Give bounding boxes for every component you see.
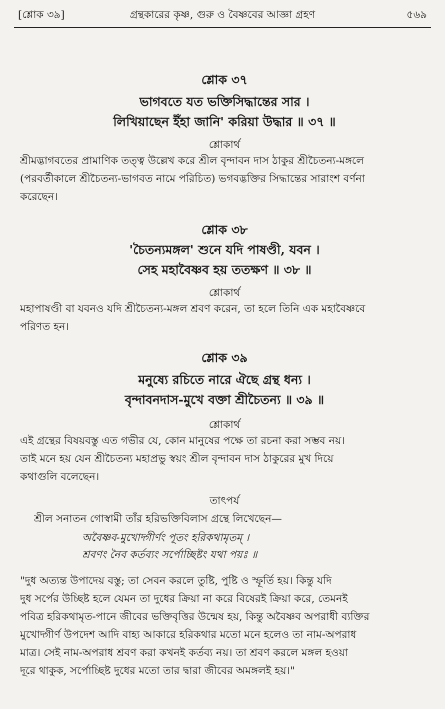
verse-38-translation-label: শ্লোকার্থ	[208, 287, 241, 299]
verse-39-translation-label: শ্লোকার্থ	[208, 419, 241, 431]
translation-line: পরিণত হন।	[20, 321, 70, 333]
sanskrit-quote	[82, 530, 429, 564]
purport-quote	[20, 572, 429, 680]
quote-line: মাত্র। সেই নাম-অপরাধ শ্রবণ করা কখনই কর্তব্য নয়। তা শ্রবণ করলে মঙ্গল হওয়া	[20, 647, 348, 659]
verse-37-translation	[20, 152, 429, 206]
header-page-number: ৫৬৯	[406, 9, 427, 21]
quote-line: দূরে থাকুক, সর্পোচ্ছিষ্ট দুধের মতো তার দ্বারা জীবের অমঙ্গলই হয়।"	[20, 665, 295, 677]
verse-38-line-2: সেহ মহাবৈষ্ণব হয় ততক্ষণ ॥ ৩৮ ॥	[137, 262, 312, 277]
verse-37-line-2: লিখিয়াছেন ইঁহা জানি' করিয়া উদ্ধার ॥ ৩৭ ॥	[113, 114, 336, 129]
translation-line: তাই মনে হয় যেন শ্রীচৈতন্য মহাপ্রভু স্বয়ং শ্রীল বৃন্দাবন দাস ঠাকুরের মুখ দিয়ে	[20, 453, 334, 465]
verse-39-heading: শ্লোক ৩৯	[201, 350, 248, 365]
verse-37-line-1: ভাগবতে যত ভক্তিসিদ্ধান্তের সার ।	[139, 94, 310, 109]
verse-38-line-1: 'চৈতন্যমঙ্গল' শুনে যদি পাষণ্ডী, যবন ।	[129, 242, 320, 257]
header-rule	[14, 27, 431, 28]
translation-line: করেছেন।	[20, 191, 58, 203]
verse-38-heading: শ্লোক ৩৮	[201, 222, 248, 237]
header-chapter-title: গ্রন্থকারের কৃষ্ণ, গুরু ও বৈষ্ণবের আজ্ঞা গ্রহণ	[129, 9, 316, 21]
sanskrit-line: শ্রবণং নৈব কর্তব্যং সর্পোচ্ছিষ্টং যথা পয়ঃ ॥	[82, 549, 258, 561]
translation-line: মহাপাষণ্ডী বা যবনও যদি শ্রীচৈতন্য-মঙ্গল শ্রবণ করেন, তা হলে তিনি এক মহাবৈষ্ণবে	[20, 303, 366, 315]
verse-39-translation	[20, 432, 429, 486]
purport-intro: শ্রীল সনাতন গোস্বামী তাঁর হরিভক্তিবিলাস গ্রন্থে লিখেছেন—	[34, 513, 282, 525]
translation-line: শ্রীমদ্ভাগবতের প্রামাণিক তত্ত্ব উল্লেখ করে শ্রীল বৃন্দাবন দাস ঠাকুর শ্রীচৈতন্য-মঙ্গলে	[20, 155, 364, 167]
translation-line: (পরবর্তীকালে শ্রীচৈতন্য-ভাগবত নামে পরিচিত) ভগবদ্ভক্তির সিদ্ধান্তের সারাংশ বর্ণনা	[20, 173, 365, 185]
quote-line: "দুধ অত্যন্ত উপাদেয় বস্তু; তা সেবন করলে তুষ্টি, পুষ্টি ও স্ফূর্তি হয়। কিন্তু যদি	[20, 575, 332, 587]
translation-line: এই গ্রন্থের বিষয়বস্তু এত গভীর যে, কোন মানুষের পক্ষে তা রচনা করা সম্ভব নয়।	[20, 435, 345, 447]
quote-line: মুখোদ্গীর্ণ উপদেশ আদি বাহ্য আকারে হরিকথার মতো মনে হলেও তা নাম-অপরাধ	[20, 629, 357, 641]
sanskrit-line: অবৈষ্ণব-মুখোদ্গীর্ণং পূতং হরিকথামৃতম্ ।	[82, 532, 250, 544]
verse-39-line-2: বৃন্দাবনদাস-মুখে বক্তা শ্রীচৈতন্য ॥ ৩৯ ॥	[124, 392, 325, 407]
verse-37-heading: শ্লোক ৩৭	[201, 72, 248, 87]
running-header	[18, 8, 427, 26]
verse-37-translation-label: শ্লোকার্থ	[208, 139, 241, 151]
translation-line: কথাগুলি বলেছেন।	[20, 471, 100, 483]
header-verse-ref: [শ্লোক ৩৯]	[18, 9, 65, 21]
verse-39-line-1: মনুষ্যে রচিতে নারে ঐছে গ্রন্থ ধন্য ।	[138, 372, 311, 387]
purport-label: তাৎপর্য	[209, 495, 240, 507]
quote-line: পবিত্র হরিকথামৃত-পানে জীবের ভক্তিবৃত্তির উন্মেষ হয়, কিন্তু অবৈষ্ণব অপরাধী ব্যক্তির	[20, 611, 370, 623]
verse-38-translation	[20, 300, 429, 336]
quote-line: দুধ সর্পের উচ্ছিষ্ট হলে যেমন তা দুধের ক্রিয়া না করে বিষেরই ক্রিয়া করে, তেমনই	[20, 593, 348, 605]
